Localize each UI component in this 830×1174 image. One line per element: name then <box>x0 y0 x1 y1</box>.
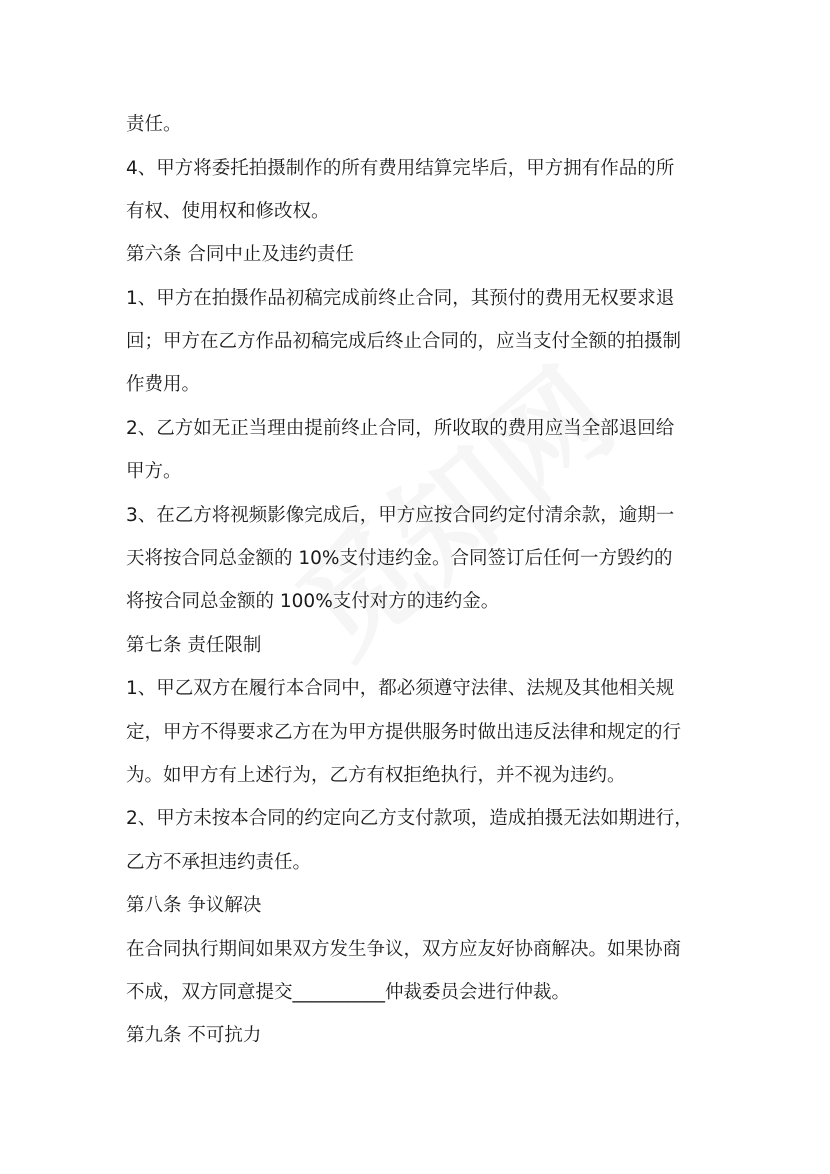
text-line: 乙方不承担违约责任。 <box>126 852 312 873</box>
text-line: 定，甲方不得要求乙方在为甲方提供服务时做出违反法律和规定的行 <box>126 722 682 743</box>
text-line: 为。如甲方有上述行为，乙方有权拒绝执行，并不视为违约。 <box>126 765 626 786</box>
text-line: 2、甲方未按本合同的约定向乙方支付款项，造成拍摄无法如期进行， <box>126 808 693 829</box>
text-line: 将按合同总金额的 100%支付对方的违约金。 <box>126 591 500 612</box>
text-line: 甲方。 <box>126 461 182 482</box>
text-line: 回；甲方在乙方作品初稿完成后终止合同的，应当支付全额的拍摄制 <box>126 331 682 352</box>
text-line: 有权、使用权和修改权。 <box>126 201 330 222</box>
text-line: 在合同执行期间如果双方发生争议，双方应友好协商解决。如果协商 <box>126 939 682 960</box>
text-line: 天将按合同总金额的 10%支付违约金。合同签订后任何一方毁约的 <box>126 548 673 569</box>
section-heading: 第九条 不可抗力 <box>126 1025 262 1046</box>
text-line: 4、甲方将委托拍摄制作的所有费用结算完毕后，甲方拥有作品的所 <box>126 158 675 179</box>
text-line: 1、甲方在拍摄作品初稿完成前终止合同，其预付的费用无权要求退 <box>126 288 675 309</box>
text-line: 2、乙方如无正当理由提前终止合同，所收取的费用应当全部退回给 <box>126 418 675 439</box>
section-heading: 第八条 争议解决 <box>126 895 262 916</box>
section-heading: 第六条 合同中止及违约责任 <box>126 244 354 265</box>
text-line: 责任。 <box>126 114 182 135</box>
section-heading: 第七条 责任限制 <box>126 635 262 656</box>
text-line: 作费用。 <box>126 374 201 395</box>
text-line: 1、甲乙双方在履行本合同中，都必须遵守法律、法规及其他相关规 <box>126 678 675 699</box>
text-line: 3、在乙方将视频影像完成后，甲方应按合同约定付清余款，逾期一 <box>126 505 675 526</box>
text-line: 不成，双方同意提交__________仲裁委员会进行仲裁。 <box>126 982 571 1003</box>
